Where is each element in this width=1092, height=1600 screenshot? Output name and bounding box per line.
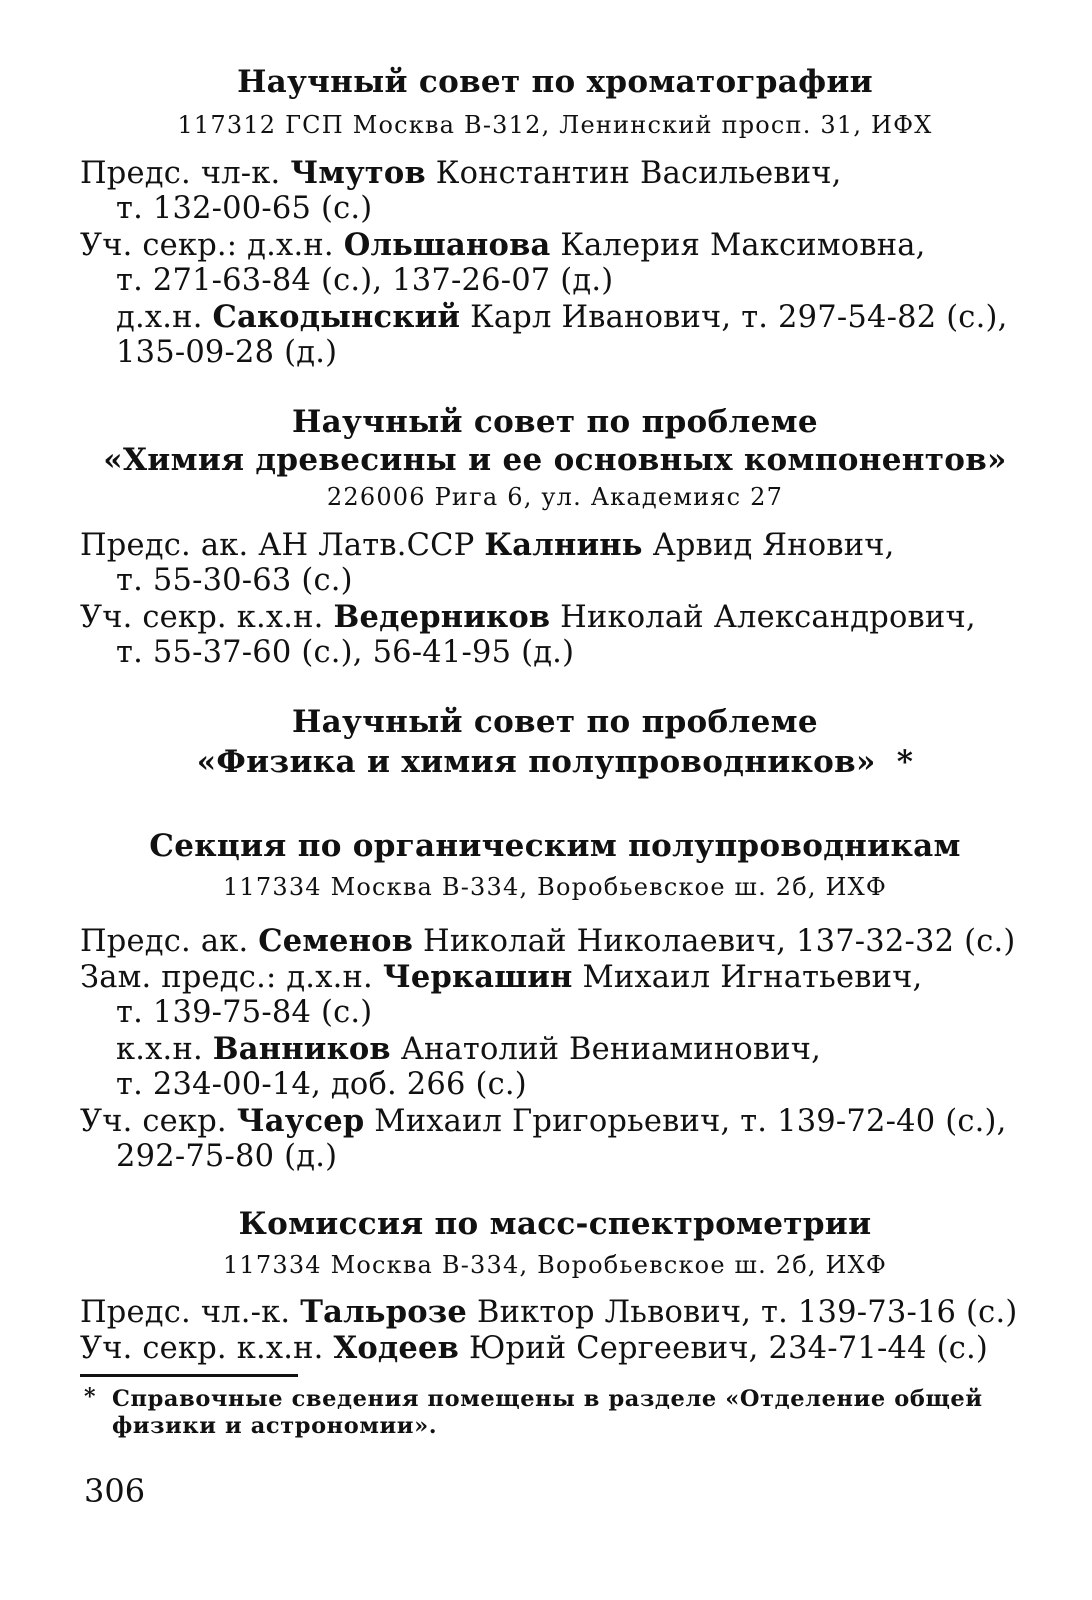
given-names: Юрий Сергеевич, 234-71-44 (с.) [468,1331,988,1366]
surname: Ольшанова [343,227,551,263]
section-title-mass-spec: Комиссия по масс-спектрометрии [238,1206,872,1242]
role: Предс. чл.-к. [80,1295,291,1330]
entry-line [80,923,1016,960]
footnote-marker: * [84,1384,96,1410]
entry-line [80,227,926,264]
role: Предс. ак. [80,924,249,959]
address-chromatography: 117312 ГСП Москва В-312, Ленинский просп. 31, ИФХ [177,111,933,139]
role: Предс. ак. АН Латв.ССР [80,528,475,563]
role: Предс. чл-к. [80,156,281,191]
surname: Чмутов [290,155,426,191]
entry-line [80,1103,1007,1140]
given-names: Виктор Львович, т. 139-73-16 (с.) [476,1295,1018,1330]
section-title-organic: Секция по органическим полупроводникам [149,828,961,864]
surname: Ванников [212,1031,391,1067]
entry-line [80,1294,1017,1331]
surname: Черкашин [382,959,573,995]
phone-line: 135-09-28 (д.) [116,335,338,370]
given-names: Николай Николаевич, 137-32-32 (с.) [423,924,1016,959]
entry-line [116,299,1007,336]
role: Зам. предс.: д.х.н. [80,960,373,995]
surname: Семенов [258,923,414,959]
given-names: Николай Александрович, [560,600,976,635]
phone-line: т. 234-00-14, доб. 266 (с.) [116,1067,527,1102]
role: Уч. секр. [80,1104,227,1139]
page-number: 306 [84,1472,146,1510]
given-names: Михаил Игнатьевич, [582,960,923,995]
entry-line [80,959,922,996]
footnote-divider [80,1374,298,1377]
phone-line: т. 139-75-84 (с.) [116,995,373,1030]
section-title-semiconductors-line2 [0,742,1092,782]
entry-line [80,599,976,636]
section-title-wood-line1: Научный совет по проблеме [292,404,818,440]
section-title-semiconductors-line1: Научный совет по проблеме [292,704,818,740]
footnote-line2: физики и астрономии». [112,1413,438,1439]
title-text: «Физика и химия полупроводников» [196,744,876,780]
phone-line: т. 55-30-63 (с.) [116,563,353,598]
entry-line [80,155,842,192]
address-mass-spec: 117334 Москва В-334, Воробьевское ш. 2б, ИХФ [222,1251,888,1279]
section-title-wood-line2: «Химия древесины и ее основных компонентов» [103,442,1007,478]
given-names: Михаил Григорьевич, т. 139-72-40 (с.), [374,1104,1007,1139]
role: Уч. секр. к.х.н. [80,1331,324,1366]
surname: Ведерников [333,599,551,635]
given-names: Анатолий Вениаминович, [400,1032,822,1067]
phone-line: 292-75-80 (д.) [116,1139,338,1174]
surname: Сакодынский [212,299,461,335]
footnote-marker: * [896,744,914,780]
given-names: Калерия Максимовна, [560,228,926,263]
entry-line [116,1031,821,1068]
role: к.х.н. [116,1032,203,1067]
role: Уч. секр. к.х.н. [80,600,324,635]
phone-line: т. 55-37-60 (с.), 56-41-95 (д.) [116,635,575,670]
given-names: Карл Иванович, т. 297-54-82 (с.), [470,300,1008,335]
entry-line [80,1330,988,1367]
address-wood: 226006 Рига 6, ул. Академияс 27 [326,483,784,511]
given-names: Константин Васильевич, [435,156,842,191]
given-names: Арвид Янович, [652,528,895,563]
surname: Калнинь [484,527,643,563]
surname: Тальрозе [300,1294,468,1330]
surname: Чаусер [236,1103,365,1139]
footnote-line1: Справочные сведения помещены в разделе «Отделение общей [112,1386,983,1412]
role: Уч. секр.: д.х.н. [80,228,334,263]
phone-line: т. 271-63-84 (с.), 137-26-07 (д.) [116,263,614,298]
surname: Ходеев [333,1330,460,1366]
section-title-chromatography: Научный совет по хроматографии [237,64,873,100]
address-organic: 117334 Москва В-334, Воробьевское ш. 2б, ИХФ [222,873,888,901]
phone-line: т. 132-00-65 (с.) [116,191,373,226]
role: д.х.н. [116,300,203,335]
entry-line [80,527,895,564]
